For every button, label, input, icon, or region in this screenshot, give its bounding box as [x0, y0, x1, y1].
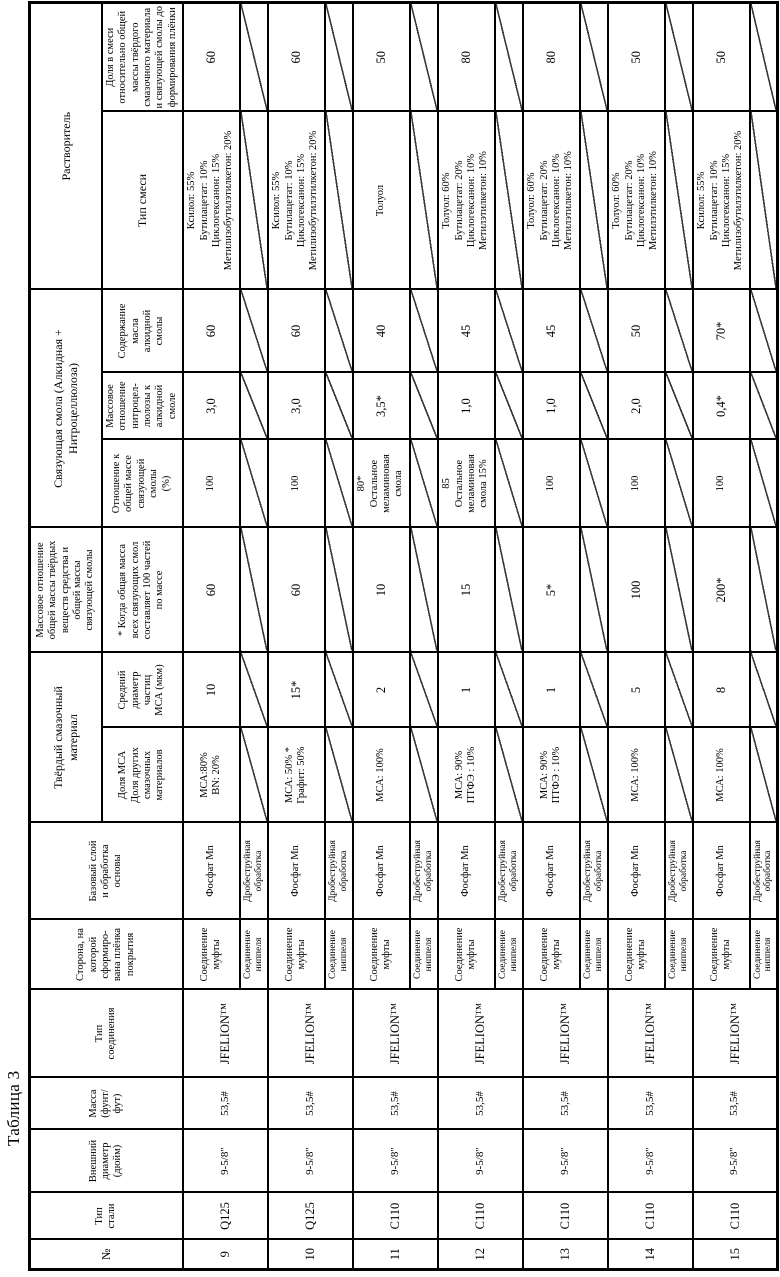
solid-lubricant-share: МСА: 50% * Графит: 50%	[268, 728, 325, 823]
solids-to-binder-ratio: 60	[183, 528, 240, 653]
coating-side-pin: Соединение ниппеля	[410, 920, 438, 990]
joint-type: JFELION™	[438, 990, 523, 1078]
header-avg-particle-diameter: Средний диаметр частиц МСА (мкм)	[102, 653, 183, 728]
slash-cell	[240, 440, 268, 528]
header-joint-type: Тип соединения	[30, 990, 183, 1078]
solvent-mix: Толуол	[353, 112, 410, 290]
weight: 53,5#	[268, 1078, 353, 1130]
coating-side-pin: Соединение ниппеля	[495, 920, 523, 990]
solid-lubricant-share: МСА:80% BN: 20%	[183, 728, 240, 823]
solid-lubricant-share: МСА: 90% ПТФЭ : 10%	[438, 728, 495, 823]
slash-cell	[495, 112, 523, 290]
slash-cell	[495, 290, 523, 373]
base-layer-pin: Дробеструйная обработка	[580, 823, 608, 920]
slash-cell	[580, 528, 608, 653]
binder-share: 100	[183, 440, 240, 528]
slash-cell	[665, 2, 693, 111]
alkyd-oil-content: 45	[523, 290, 580, 373]
slash-cell	[495, 373, 523, 440]
binder-share: 100	[608, 440, 665, 528]
slash-cell	[325, 2, 353, 111]
header-row-number: №	[30, 1240, 183, 1270]
slash-cell	[240, 2, 268, 111]
slash-cell	[750, 2, 778, 111]
outer-diameter: 9-5/8"	[523, 1130, 608, 1193]
binder-share: 80* Остальное меламиновая смола	[353, 440, 410, 528]
solid-lubricant-share: МСА: 90% ПТФЭ : 10%	[523, 728, 580, 823]
slash-cell	[580, 112, 608, 290]
slash-cell	[325, 728, 353, 823]
base-layer-box: Фосфат Mn	[183, 823, 240, 920]
slash-cell	[410, 290, 438, 373]
table-header	[30, 2, 183, 1269]
outer-diameter: 9-5/8"	[268, 1130, 353, 1193]
binder-share: 100	[523, 440, 580, 528]
slash-cell	[665, 112, 693, 290]
header-solid-lubricant-group: Твёрдый смазочный материал	[30, 653, 102, 823]
slash-cell	[495, 728, 523, 823]
avg-particle-diameter: 1	[523, 653, 580, 728]
nitrocellulose-ratio: 1,0	[438, 373, 495, 440]
avg-particle-diameter: 10	[183, 653, 240, 728]
slash-cell	[750, 728, 778, 823]
header-solvent-share: Доля в смеси относительно общей массы твёрдого смазочного материала и связующей смолы до формирования плёнки	[102, 2, 183, 111]
table-caption: Таблица 3	[4, 1070, 23, 1146]
joint-type: JFELION™	[353, 990, 438, 1078]
base-layer-pin: Дробеструйная обработка	[750, 823, 778, 920]
base-layer-pin: Дробеструйная обработка	[665, 823, 693, 920]
header-base-layer: Базовый слой и обработка основы	[30, 823, 183, 920]
solvent-share: 50	[693, 2, 750, 111]
row-11-coupling	[353, 2, 410, 1269]
solid-lubricant-share: МСА: 100%	[693, 728, 750, 823]
slash-cell	[325, 290, 353, 373]
solvent-share: 80	[523, 2, 580, 111]
slash-cell	[240, 373, 268, 440]
solid-lubricant-share: МСА: 100%	[608, 728, 665, 823]
row-number: 13	[523, 1240, 608, 1270]
alkyd-oil-content: 50	[608, 290, 665, 373]
table-body	[183, 2, 778, 1269]
row-12-coupling	[438, 2, 495, 1269]
slash-cell	[410, 112, 438, 290]
solvent-mix: Толуол: 60% Бутилацетат: 20% Циклогексанон: 10% Метилэтилкетон: 10%	[438, 112, 495, 290]
slash-cell	[750, 112, 778, 290]
solid-lubricant-share: МСА: 100%	[353, 728, 410, 823]
base-layer-pin: Дробеструйная обработка	[495, 823, 523, 920]
slash-cell	[665, 290, 693, 373]
solids-to-binder-ratio: 200*	[693, 528, 750, 653]
weight: 53,5#	[693, 1078, 778, 1130]
avg-particle-diameter: 15*	[268, 653, 325, 728]
joint-type: JFELION™	[523, 990, 608, 1078]
header-outer-diameter: Внешний диаметр (дюйм)	[30, 1130, 183, 1193]
slash-cell	[410, 440, 438, 528]
base-layer-pin: Дробеструйная обработка	[240, 823, 268, 920]
slash-cell	[750, 290, 778, 373]
base-layer-pin: Дробеструйная обработка	[410, 823, 438, 920]
slash-cell	[665, 440, 693, 528]
data-table	[28, 1, 779, 1271]
coating-side-pin: Соединение ниппеля	[665, 920, 693, 990]
slash-cell	[410, 728, 438, 823]
slash-cell	[240, 528, 268, 653]
slash-cell	[750, 653, 778, 728]
header-ratio-footnote: * Когда общая масса всех связующих смол составляет 100 частей по массе	[102, 528, 183, 653]
joint-type: JFELION™	[183, 990, 268, 1078]
binder-share: 100	[693, 440, 750, 528]
base-layer-box: Фосфат Mn	[608, 823, 665, 920]
slash-cell	[665, 528, 693, 653]
nitrocellulose-ratio: 0,4*	[693, 373, 750, 440]
slash-cell	[750, 528, 778, 653]
slash-cell	[580, 373, 608, 440]
header-coating-side: Сторона, на которой сформиро- вана плёнка покрытия	[30, 920, 183, 990]
header-row-1	[30, 2, 102, 1269]
slash-cell	[580, 728, 608, 823]
solvent-share: 50	[353, 2, 410, 111]
slash-cell	[495, 2, 523, 111]
slash-cell	[580, 653, 608, 728]
nitrocellulose-ratio: 3,0	[183, 373, 240, 440]
slash-cell	[410, 373, 438, 440]
base-layer-box: Фосфат Mn	[523, 823, 580, 920]
header-alkyd-oil-content: Содержание масла алкидной смолы	[102, 290, 183, 373]
row-9-coupling	[183, 2, 240, 1269]
row-number: 14	[608, 1240, 693, 1270]
slash-cell	[240, 728, 268, 823]
solvent-mix: Толуол: 60% Бутилацетат: 20% Циклогексанон: 10% Метилэтилкетон: 10%	[608, 112, 665, 290]
coating-side-pin: Соединение ниппеля	[580, 920, 608, 990]
solvent-mix: Ксилол: 55% Бутилацетат: 10% Циклогексанон: 15% Метилизобутилэтилкетон: 20%	[183, 112, 240, 290]
weight: 53,5#	[523, 1078, 608, 1130]
weight: 53,5#	[353, 1078, 438, 1130]
coating-side-box: Соединение муфты	[438, 920, 495, 990]
row-15-coupling	[693, 2, 750, 1269]
slash-cell	[665, 373, 693, 440]
solvent-share: 80	[438, 2, 495, 111]
slash-cell	[410, 528, 438, 653]
joint-type: JFELION™	[608, 990, 693, 1078]
base-layer-box: Фосфат Mn	[353, 823, 410, 920]
slash-cell	[410, 2, 438, 111]
steel-grade: Q125	[268, 1193, 353, 1240]
header-solids-binder-ratio: Массовое отношение общей массы твёрдых веществ средства и общей массы связующей смолы	[30, 528, 102, 653]
slash-cell	[325, 112, 353, 290]
slash-cell	[240, 112, 268, 290]
coating-side-pin: Соединение ниппеля	[325, 920, 353, 990]
slash-cell	[665, 728, 693, 823]
slash-cell	[580, 440, 608, 528]
header-msa-share: Доля МСА Доля других смазочных материалов	[102, 728, 183, 823]
steel-grade: C110	[438, 1193, 523, 1240]
weight: 53,5#	[608, 1078, 693, 1130]
row-number: 11	[353, 1240, 438, 1270]
solvent-mix: Толуол: 60% Бутилацетат: 20% Циклогексанон: 10% Метилэтилкетон: 10%	[523, 112, 580, 290]
avg-particle-diameter: 1	[438, 653, 495, 728]
coating-side-box: Соединение муфты	[693, 920, 750, 990]
slash-cell	[750, 373, 778, 440]
avg-particle-diameter: 8	[693, 653, 750, 728]
slash-cell	[240, 290, 268, 373]
joint-type: JFELION™	[268, 990, 353, 1078]
avg-particle-diameter: 2	[353, 653, 410, 728]
steel-grade: C110	[608, 1193, 693, 1240]
slash-cell	[410, 653, 438, 728]
nitrocellulose-ratio: 3,5*	[353, 373, 410, 440]
coating-side-box: Соединение муфты	[268, 920, 325, 990]
slash-cell	[325, 653, 353, 728]
solvent-mix: Ксилол: 55% Бутилацетат: 10% Циклогексанон: 15% Метилизобутилэтилкетон: 20%	[693, 112, 750, 290]
steel-grade: C110	[353, 1193, 438, 1240]
coating-side-box: Соединение муфты	[183, 920, 240, 990]
base-layer-box: Фосфат Mn	[693, 823, 750, 920]
row-number: 12	[438, 1240, 523, 1270]
coating-side-pin: Соединение ниппеля	[240, 920, 268, 990]
header-solvent-mix-type: Тип смеси	[102, 112, 183, 290]
nitrocellulose-ratio: 1,0	[523, 373, 580, 440]
weight: 53,5#	[183, 1078, 268, 1130]
header-nitrocellulose-ratio: Массовое отношение нитроцел- люлозы к алкидной смоле	[102, 373, 183, 440]
row-10-coupling	[268, 2, 325, 1269]
slash-cell	[665, 653, 693, 728]
solids-to-binder-ratio: 60	[268, 528, 325, 653]
header-solvent-group: Растворитель	[30, 2, 102, 289]
header-binder-share: Отношение к общей массе связующей смолы (%)	[102, 440, 183, 528]
row-14-coupling	[608, 2, 665, 1269]
slash-cell	[495, 440, 523, 528]
row-13-coupling	[523, 2, 580, 1269]
row-number: 15	[693, 1240, 778, 1270]
nitrocellulose-ratio: 3,0	[268, 373, 325, 440]
coating-side-box: Соединение муфты	[353, 920, 410, 990]
solvent-mix: Ксилол: 55% Бутилацетат: 10% Циклогексанон: 15% Метилизобутилэтилкетон: 20%	[268, 112, 325, 290]
outer-diameter: 9-5/8"	[608, 1130, 693, 1193]
outer-diameter: 9-5/8"	[353, 1130, 438, 1193]
slash-cell	[495, 528, 523, 653]
solvent-share: 60	[183, 2, 240, 111]
alkyd-oil-content: 45	[438, 290, 495, 373]
slash-cell	[750, 440, 778, 528]
alkyd-oil-content: 60	[268, 290, 325, 373]
steel-grade: Q125	[183, 1193, 268, 1240]
outer-diameter: 9-5/8"	[438, 1130, 523, 1193]
slash-cell	[580, 2, 608, 111]
weight: 53,5#	[438, 1078, 523, 1130]
nitrocellulose-ratio: 2,0	[608, 373, 665, 440]
slash-cell	[580, 290, 608, 373]
coating-side-box: Соединение муфты	[608, 920, 665, 990]
alkyd-oil-content: 60	[183, 290, 240, 373]
binder-share: 100	[268, 440, 325, 528]
slash-cell	[325, 440, 353, 528]
slash-cell	[325, 528, 353, 653]
solids-to-binder-ratio: 15	[438, 528, 495, 653]
coating-side-box: Соединение муфты	[523, 920, 580, 990]
steel-grade: C110	[523, 1193, 608, 1240]
outer-diameter: 9-5/8"	[183, 1130, 268, 1193]
slash-cell	[325, 373, 353, 440]
base-layer-box: Фосфат Mn	[438, 823, 495, 920]
row-number: 9	[183, 1240, 268, 1270]
slash-cell	[495, 653, 523, 728]
avg-particle-diameter: 5	[608, 653, 665, 728]
solids-to-binder-ratio: 10	[353, 528, 410, 653]
row-number: 10	[268, 1240, 353, 1270]
steel-grade: C110	[693, 1193, 778, 1240]
solvent-share: 50	[608, 2, 665, 111]
slash-cell	[240, 653, 268, 728]
base-layer-box: Фосфат Mn	[268, 823, 325, 920]
coating-side-pin: Соединение ниппеля	[750, 920, 778, 990]
header-steel-grade: Тип стали	[30, 1193, 183, 1240]
solvent-share: 60	[268, 2, 325, 111]
joint-type: JFELION™	[693, 990, 778, 1078]
alkyd-oil-content: 70*	[693, 290, 750, 373]
alkyd-oil-content: 40	[353, 290, 410, 373]
outer-diameter: 9-5/8"	[693, 1130, 778, 1193]
base-layer-pin: Дробеструйная обработка	[325, 823, 353, 920]
solids-to-binder-ratio: 5*	[523, 528, 580, 653]
header-weight: Масса (фунт/ фут)	[30, 1078, 183, 1130]
binder-share: 85 Остальное меламиновая смола 15%	[438, 440, 495, 528]
header-binder-resin-group: Связующая смола (Алкидная + Нитроцеллюлоза)	[30, 290, 102, 528]
solids-to-binder-ratio: 100	[608, 528, 665, 653]
